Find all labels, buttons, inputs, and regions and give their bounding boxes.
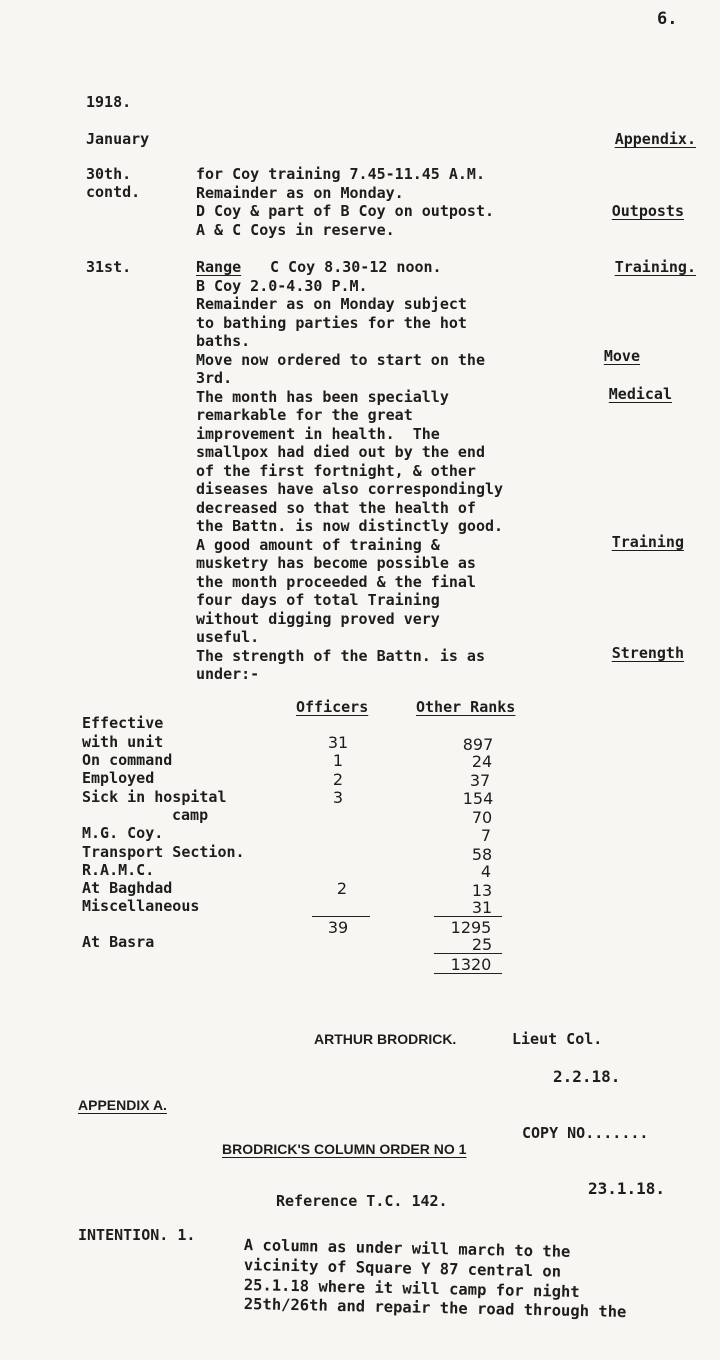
copy-number: COPY NO....... <box>522 1124 649 1142</box>
entry-line: decreased so that the health of <box>196 498 476 517</box>
margin-note-move: Move <box>603 347 640 365</box>
other-ranks-cell: 154 <box>462 789 494 808</box>
entry-line: The month has been specially <box>196 387 449 406</box>
margin-note-training: Training. <box>614 258 696 276</box>
table-row-label: with unit <box>82 733 164 751</box>
other-ranks-cell: 897 <box>462 735 494 754</box>
intention-line: 25.1.18 where it will camp for night <box>243 1276 580 1302</box>
basra-label: At Basra <box>82 933 155 951</box>
signature-date: 2.2.18. <box>553 1067 621 1086</box>
officers-column-header: Officers <box>296 698 369 716</box>
table-row-label: Transport Section. <box>82 843 245 861</box>
entry-line: C Coy 8.30-12 noon. <box>270 258 442 276</box>
entry-line: Remainder as on Monday subject <box>196 295 467 313</box>
table-row-label: Sick in hospital <box>82 788 227 806</box>
entry-line: diseases have also correspondingly <box>196 480 504 498</box>
margin-note-outposts: Outposts <box>611 202 684 220</box>
intention-line: vicinity of Square Y 87 central on <box>243 1256 562 1281</box>
entry-line: Remainder as on Monday. <box>196 183 404 202</box>
entry-line: smallpox had died out by the end <box>196 443 485 461</box>
entry-line: useful. <box>196 628 260 646</box>
other-ranks-subtotal-rule <box>434 916 502 917</box>
other-ranks-cell: 24 <box>471 752 493 771</box>
signature-rank: Lieut Col. <box>512 1030 603 1048</box>
officers-cell: 2 <box>336 879 348 898</box>
margin-note-training-2: Training <box>611 533 684 551</box>
entry-line: the Battn. is now distinctly good. <box>196 517 504 535</box>
table-row-label: Effective <box>82 714 164 732</box>
entry-line: under:- <box>196 665 260 683</box>
intention-line: A column as under will march to the <box>243 1236 571 1261</box>
entry-line: remarkable for the great <box>196 406 413 424</box>
appendix-a-heading: APPENDIX A. <box>78 1097 167 1113</box>
other-ranks-column-header: Other Ranks <box>416 698 516 716</box>
entry-line: improvement in health. The <box>196 424 440 443</box>
column-order-title: BRODRICK'S COLUMN ORDER NO 1 <box>222 1141 467 1157</box>
entry-line: for Coy training 7.45-11.45 A.M. <box>196 165 485 183</box>
other-ranks-subtotal: 1295 <box>450 918 492 937</box>
table-row-label: R.A.M.C. <box>82 861 155 879</box>
other-ranks-cell: 13 <box>471 881 493 900</box>
entry-date: 31st. <box>86 258 132 276</box>
entry-line: Move now ordered to start on the <box>196 350 485 369</box>
officers-cell: 2 <box>332 770 344 789</box>
table-row-label: Employed <box>82 769 155 787</box>
order-reference: Reference T.C. 142. <box>276 1192 448 1210</box>
entry-line: A good amount of training & <box>196 535 440 554</box>
grand-total-top-rule <box>434 953 502 954</box>
page-number: 6. <box>657 9 678 29</box>
officers-cell: 31 <box>327 733 349 752</box>
entry-date: 30th. <box>86 165 132 183</box>
table-row-label: Miscellaneous <box>82 897 200 915</box>
entry-line: the month proceeded & the final <box>196 572 476 591</box>
entry-line: D Coy & part of B Coy on outpost. <box>196 202 495 220</box>
margin-note-medical: Medical <box>608 385 672 403</box>
entry-line: The strength of the Battn. is as <box>196 646 485 665</box>
entry-line: musketry has become possible as <box>196 554 476 572</box>
officers-subtotal: 39 <box>327 918 349 937</box>
other-ranks-cell: 31 <box>471 898 493 917</box>
entry-line: four days of total Training <box>196 591 440 609</box>
entry-line: 3rd. <box>196 369 233 387</box>
officers-cell: 1 <box>332 751 344 770</box>
grand-total: 1320 <box>450 955 492 974</box>
table-row-label: On command <box>82 751 173 769</box>
grand-total-bottom-rule <box>434 973 502 974</box>
officers-cell: 3 <box>332 788 344 807</box>
table-row-label: M.G. Coy. <box>82 824 164 842</box>
other-ranks-cell: 7 <box>480 826 492 845</box>
entry-line: A & C Coys in reserve. <box>196 220 395 239</box>
entry-line: of the first fortnight, & other <box>196 461 476 480</box>
month-heading: January <box>86 130 150 148</box>
appendix-column-heading: Appendix. <box>614 130 696 148</box>
other-ranks-cell: 37 <box>469 771 491 790</box>
year-heading: 1918. <box>86 93 132 111</box>
order-date: 23.1.18. <box>588 1179 666 1198</box>
intention-line: 25th/26th and repair the road through the <box>243 1295 627 1322</box>
entry-line: to bathing parties for the hot <box>196 313 467 332</box>
margin-note-strength: Strength <box>611 644 684 662</box>
other-ranks-cell: 70 <box>471 808 493 827</box>
entry-date-continued: contd. <box>86 183 141 201</box>
other-ranks-cell: 58 <box>471 845 493 864</box>
table-row-label: camp <box>172 806 209 824</box>
entry-line: without digging proved very <box>196 609 440 628</box>
table-row-label: At Baghdad <box>82 879 173 897</box>
basra-other-ranks: 25 <box>471 935 493 954</box>
intention-label: INTENTION. 1. <box>78 1226 196 1244</box>
officers-subtotal-rule <box>312 916 370 917</box>
signature-name: ARTHUR BRODRICK. <box>314 1031 457 1047</box>
other-ranks-cell: 4 <box>480 862 492 881</box>
entry-line: baths. <box>196 332 251 350</box>
range-label: Range <box>196 258 242 276</box>
entry-line: B Coy 2.0-4.30 P.M. <box>196 276 368 295</box>
